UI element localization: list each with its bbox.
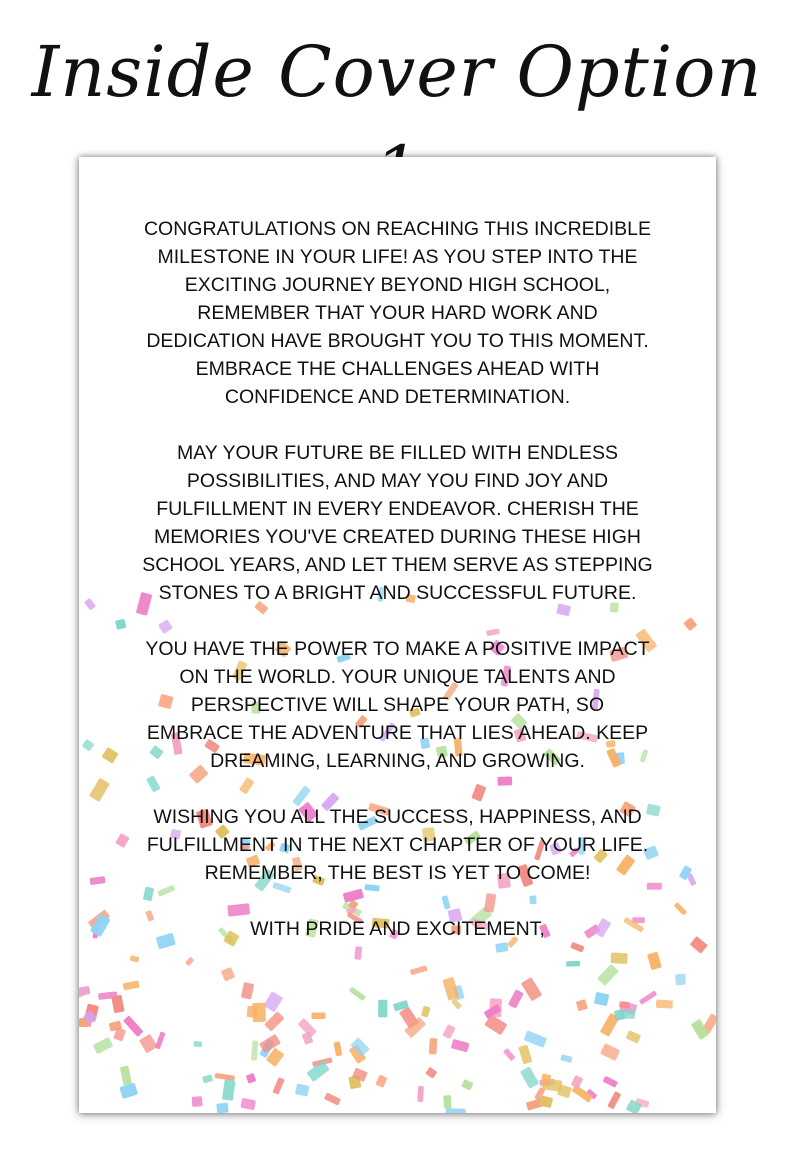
confetti-piece: [508, 989, 524, 1009]
confetti-piece: [240, 1098, 256, 1110]
confetti-piece: [417, 1086, 424, 1102]
confetti-piece: [451, 1039, 470, 1053]
confetti-piece: [215, 1073, 235, 1081]
confetti-piece: [123, 980, 140, 990]
confetti-piece: [93, 1037, 114, 1054]
confetti-piece: [639, 990, 657, 1004]
confetti-piece: [446, 1108, 466, 1113]
confetti-piece: [571, 1075, 584, 1089]
confetti-piece: [324, 1092, 341, 1105]
confetti-piece: [119, 1083, 138, 1099]
confetti-piece: [123, 1015, 144, 1037]
confetti-piece: [192, 1096, 203, 1107]
confetti-piece: [111, 995, 124, 1014]
confetti-piece: [378, 1000, 387, 1018]
confetti-piece: [375, 1075, 387, 1088]
confetti-piece: [333, 1041, 342, 1056]
confetti-piece: [576, 999, 588, 1011]
confetti-piece: [619, 1001, 630, 1009]
confetti-piece: [246, 1073, 257, 1084]
confetti-piece: [594, 992, 609, 1006]
confetti-piece: [193, 1041, 202, 1047]
inside-cover-card: [79, 157, 716, 1113]
confetti-piece: [421, 1006, 431, 1018]
message-paragraph: MAY YOUR FUTURE BE FILLED WITH ENDLESS POSSIBILITIES, AND MAY YOU FIND JOY AND FULFILLMENT IN EVERY ENDEAVOR. CHERISH THE MEMORIES YOU'VE CREATED DURING THESE HIGH SCHOOL YEARS, AND LET THEM SERVE AS STEPPING STONES TO A BRIGHT AND SUCCESSFUL FUTURE.: [142, 442, 653, 604]
confetti-piece: [311, 1012, 325, 1019]
confetti-piece: [429, 1038, 437, 1054]
confetti-piece: [241, 982, 254, 1000]
confetti-piece: [247, 1006, 258, 1018]
confetti-piece: [461, 1079, 474, 1091]
confetti-piece: [626, 1030, 642, 1044]
confetti-piece: [560, 1054, 572, 1063]
confetti-piece: [272, 1077, 284, 1095]
confetti-piece: [503, 1048, 516, 1061]
page-title: Inside Cover Option: [31, 31, 763, 113]
confetti-piece: [521, 977, 542, 1001]
message-paragraph: WISHING YOU ALL THE SUCCESS, HAPPINESS, AND FULFILLMENT IN THE NEXT CHAPTER OF YOUR LIFE. REMEMBER, THE BEST IS YET TO COME!: [146, 806, 649, 884]
confetti-piece: [675, 974, 686, 986]
confetti-piece: [349, 987, 366, 1002]
confetti-piece: [518, 1045, 532, 1065]
confetti-piece: [216, 1103, 228, 1113]
message-paragraph: CONGRATULATIONS ON REACHING THIS INCREDIBLE MILESTONE IN YOUR LIFE! AS YOU STEP INTO THE EXCITING JOURNEY BEYOND HIGH SCHOOL, REMEMBER THAT YOUR HARD WORK AND DEDICATION HAVE BROUGHT YOU TO THIS MOMENT. EMBRACE THE CHALLENGES AHEAD WITH CONFIDENCE AND DETERMINATION.: [143, 218, 652, 408]
confetti-piece: [202, 1074, 213, 1083]
confetti-piece: [451, 998, 462, 1010]
confetti-piece: [120, 1065, 132, 1085]
card-message: [79, 215, 716, 971]
confetti-piece: [443, 1095, 451, 1109]
confetti-piece: [603, 1076, 619, 1088]
sign-off: WITH PRIDE AND EXCITEMENT,: [250, 918, 545, 940]
confetti-piece: [442, 1024, 455, 1039]
confetti-piece: [263, 991, 283, 1012]
confetti-piece: [264, 1011, 284, 1031]
confetti-piece: [520, 1066, 539, 1088]
confetti-piece: [622, 1010, 635, 1019]
confetti-piece: [295, 1083, 310, 1096]
confetti-piece: [607, 1091, 621, 1109]
confetti-piece: [656, 1000, 673, 1009]
confetti-piece: [251, 1040, 258, 1060]
confetti-piece: [600, 1043, 620, 1061]
confetti-piece: [222, 1079, 236, 1101]
message-paragraph: YOU HAVE THE POWER TO MAKE A POSITIVE IMPACT ON THE WORLD. YOUR UNIQUE TALENTS AND PERSPECTIVE WILL SHAPE YOUR PATH, SO EMBRACE THE ADVENTURE THAT LIES AHEAD. KEEP DREAMING, LEARNING, AND GROWING.: [145, 638, 650, 772]
confetti-piece: [425, 1067, 437, 1079]
confetti-piece: [139, 1034, 158, 1054]
